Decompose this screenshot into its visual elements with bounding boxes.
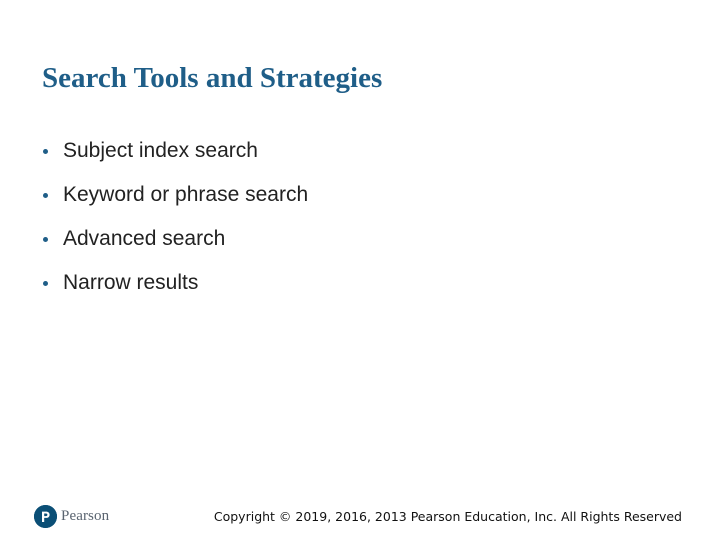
logo-wordmark: Pearson (61, 508, 110, 524)
slide-title: Search Tools and Strategies (42, 62, 383, 94)
bullet-text: Keyword or phrase search (63, 183, 309, 206)
pearson-logo (34, 505, 109, 528)
bullet-icon (43, 281, 48, 286)
bullet-icon (43, 149, 48, 154)
copyright-notice: Copyright © 2019, 2016, 2013 Pearson Education, Inc. All Rights Reserved (213, 509, 682, 524)
bullet-item (40, 129, 308, 173)
bullet-icon (43, 193, 48, 198)
bullet-list (40, 129, 308, 305)
bullet-icon (43, 237, 48, 242)
bullet-item (40, 217, 308, 261)
bullet-text: Narrow results (63, 271, 199, 294)
bullet-item (40, 173, 308, 217)
bullet-item (40, 261, 308, 305)
bullet-text: Subject index search (63, 139, 258, 162)
bullet-text: Advanced search (63, 227, 226, 250)
pearson-logo-icon (34, 505, 57, 528)
